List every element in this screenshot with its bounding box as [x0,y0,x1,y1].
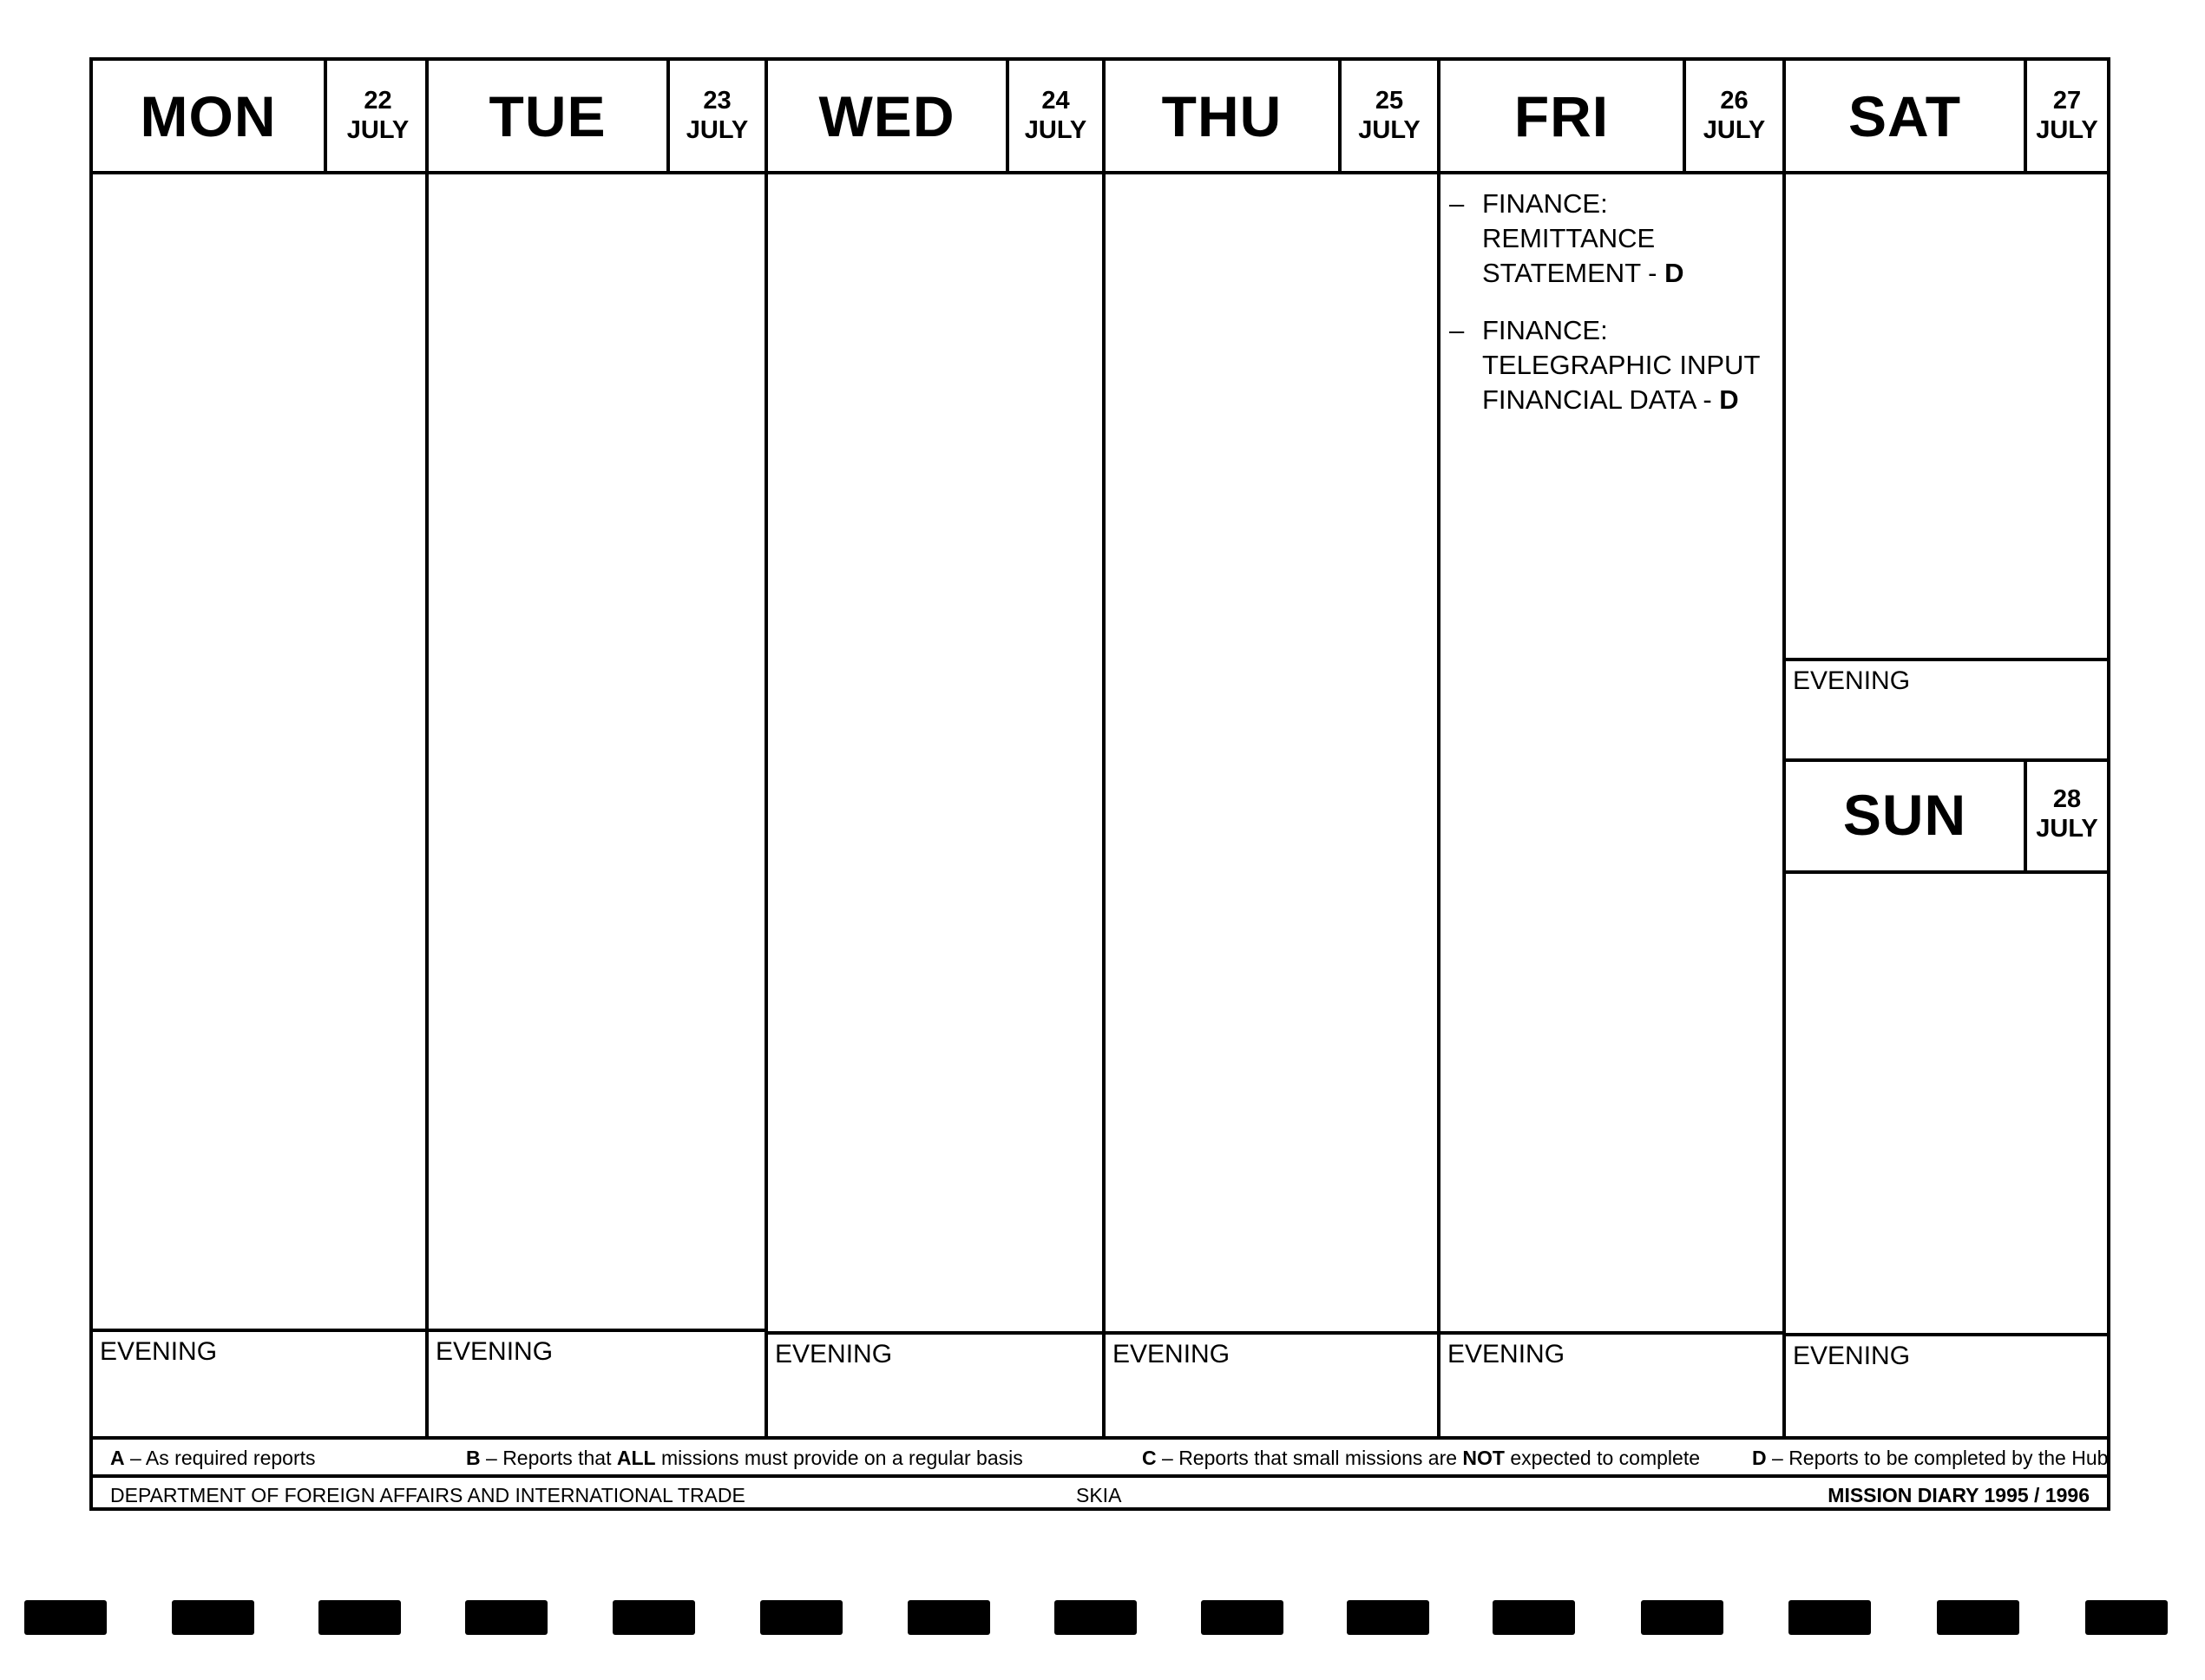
evening-slot[interactable]: EVENING [1106,1331,1437,1436]
evening-slot[interactable]: EVENING [429,1329,765,1436]
day-header [768,61,1102,174]
legend-emphasis: NOT [1462,1447,1505,1469]
entry-text: FINANCE: REMITTANCE STATEMENT - [1482,188,1665,288]
day-column-fri [1437,61,1782,1436]
legend-text: – Reports that [480,1447,617,1469]
entry-dash: – [1449,315,1465,345]
day-date [331,61,425,171]
day-column-tue [425,61,765,1436]
perforation-mark [318,1600,401,1635]
legend-c [1142,1447,1700,1470]
day-date [1009,61,1102,171]
date-month: JULY [1024,115,1087,144]
entry-dash: – [1449,188,1465,219]
day-entries [1449,187,1775,440]
legend-key: A [110,1447,125,1469]
date-month: JULY [686,115,749,144]
day-header-sun [1786,758,2107,874]
diary-title: MISSION DIARY 1995 / 1996 [1828,1484,2090,1506]
date-day: 25 [1375,87,1404,115]
day-column-thu [1102,61,1437,1436]
day-column-wed [765,61,1102,1436]
date-day: 27 [2052,87,2082,115]
day-name: MON [93,61,327,171]
perforation-mark [1788,1600,1871,1635]
evening-slot[interactable]: EVENING [93,1329,425,1436]
day-header [93,61,425,174]
date-day: 26 [1720,87,1749,115]
day-name: THU [1106,61,1342,171]
day-name: WED [768,61,1009,171]
legend-text: missions must provide on a regular basis [655,1447,1023,1469]
date-month: JULY [2036,115,2098,144]
day-header [1440,61,1782,174]
diary-entry[interactable] [1449,187,1775,291]
legend-key: B [466,1447,481,1469]
legend-text: expected to complete [1504,1447,1701,1469]
legend-emphasis: ALL [616,1447,656,1469]
date-day: 23 [703,87,732,115]
perforation-mark [908,1600,990,1635]
perforation-mark [760,1600,843,1635]
day-column-weekend [1782,61,2107,1436]
legend-text: – As required reports [124,1447,316,1469]
perforation-mark [1493,1600,1575,1635]
date-month: JULY [1703,115,1766,144]
date-day: 22 [364,87,392,115]
day-date [2027,758,2107,870]
footer-code: SKIA [1076,1484,1122,1506]
evening-slot[interactable]: EVENING [768,1331,1102,1436]
day-name: FRI [1440,61,1686,171]
date-month: JULY [2036,814,2098,843]
entry-code: D [1719,384,1739,415]
day-header [1106,61,1437,174]
day-column-mon [93,61,425,1436]
page-footer [93,1474,2107,1511]
entry-text: FINANCE: TELEGRAPHIC INPUT FINANCIAL DATA - [1482,315,1760,415]
perforation-mark [172,1600,254,1635]
legend-text: – Reports to be completed by the Hub [1766,1447,2109,1469]
date-day: 28 [2052,785,2082,814]
day-header-sat [1786,61,2107,174]
day-name: SUN [1786,758,2027,870]
evening-slot-sat[interactable]: EVENING [1786,658,2107,762]
day-name: SAT [1786,61,2027,171]
legend-key: C [1142,1447,1157,1469]
legend-b [466,1447,1023,1470]
date-month: JULY [346,115,410,144]
evening-slot[interactable]: EVENING [1440,1331,1782,1436]
evening-slot-sun[interactable]: EVENING [1786,1333,2107,1436]
perforation-mark [465,1600,548,1635]
day-date [1686,61,1782,171]
legend-text: – Reports that small missions are [1156,1447,1463,1469]
day-name: TUE [429,61,670,171]
legend-a [110,1447,316,1470]
date-day: 24 [1041,87,1070,115]
entry-code: D [1664,258,1684,288]
department-name: DEPARTMENT OF FOREIGN AFFAIRS AND INTERNATIONAL TRADE [110,1484,745,1506]
day-date [670,61,765,171]
diary-page [89,57,2110,1511]
legend-d [1752,1447,2108,1470]
perforation-mark [2085,1600,2168,1635]
day-date [1342,61,1437,171]
perforation-mark [613,1600,695,1635]
perforation-mark [1347,1600,1429,1635]
date-month: JULY [1358,115,1421,144]
perforation-mark [1054,1600,1137,1635]
legend-key: D [1752,1447,1767,1469]
report-legend [93,1436,2107,1474]
day-header [429,61,765,174]
perforation-mark [24,1600,107,1635]
diary-entry[interactable] [1449,313,1775,417]
perforation-mark [1641,1600,1723,1635]
perforation-mark [1201,1600,1283,1635]
perforation-mark [1937,1600,2019,1635]
day-date [2027,61,2107,171]
